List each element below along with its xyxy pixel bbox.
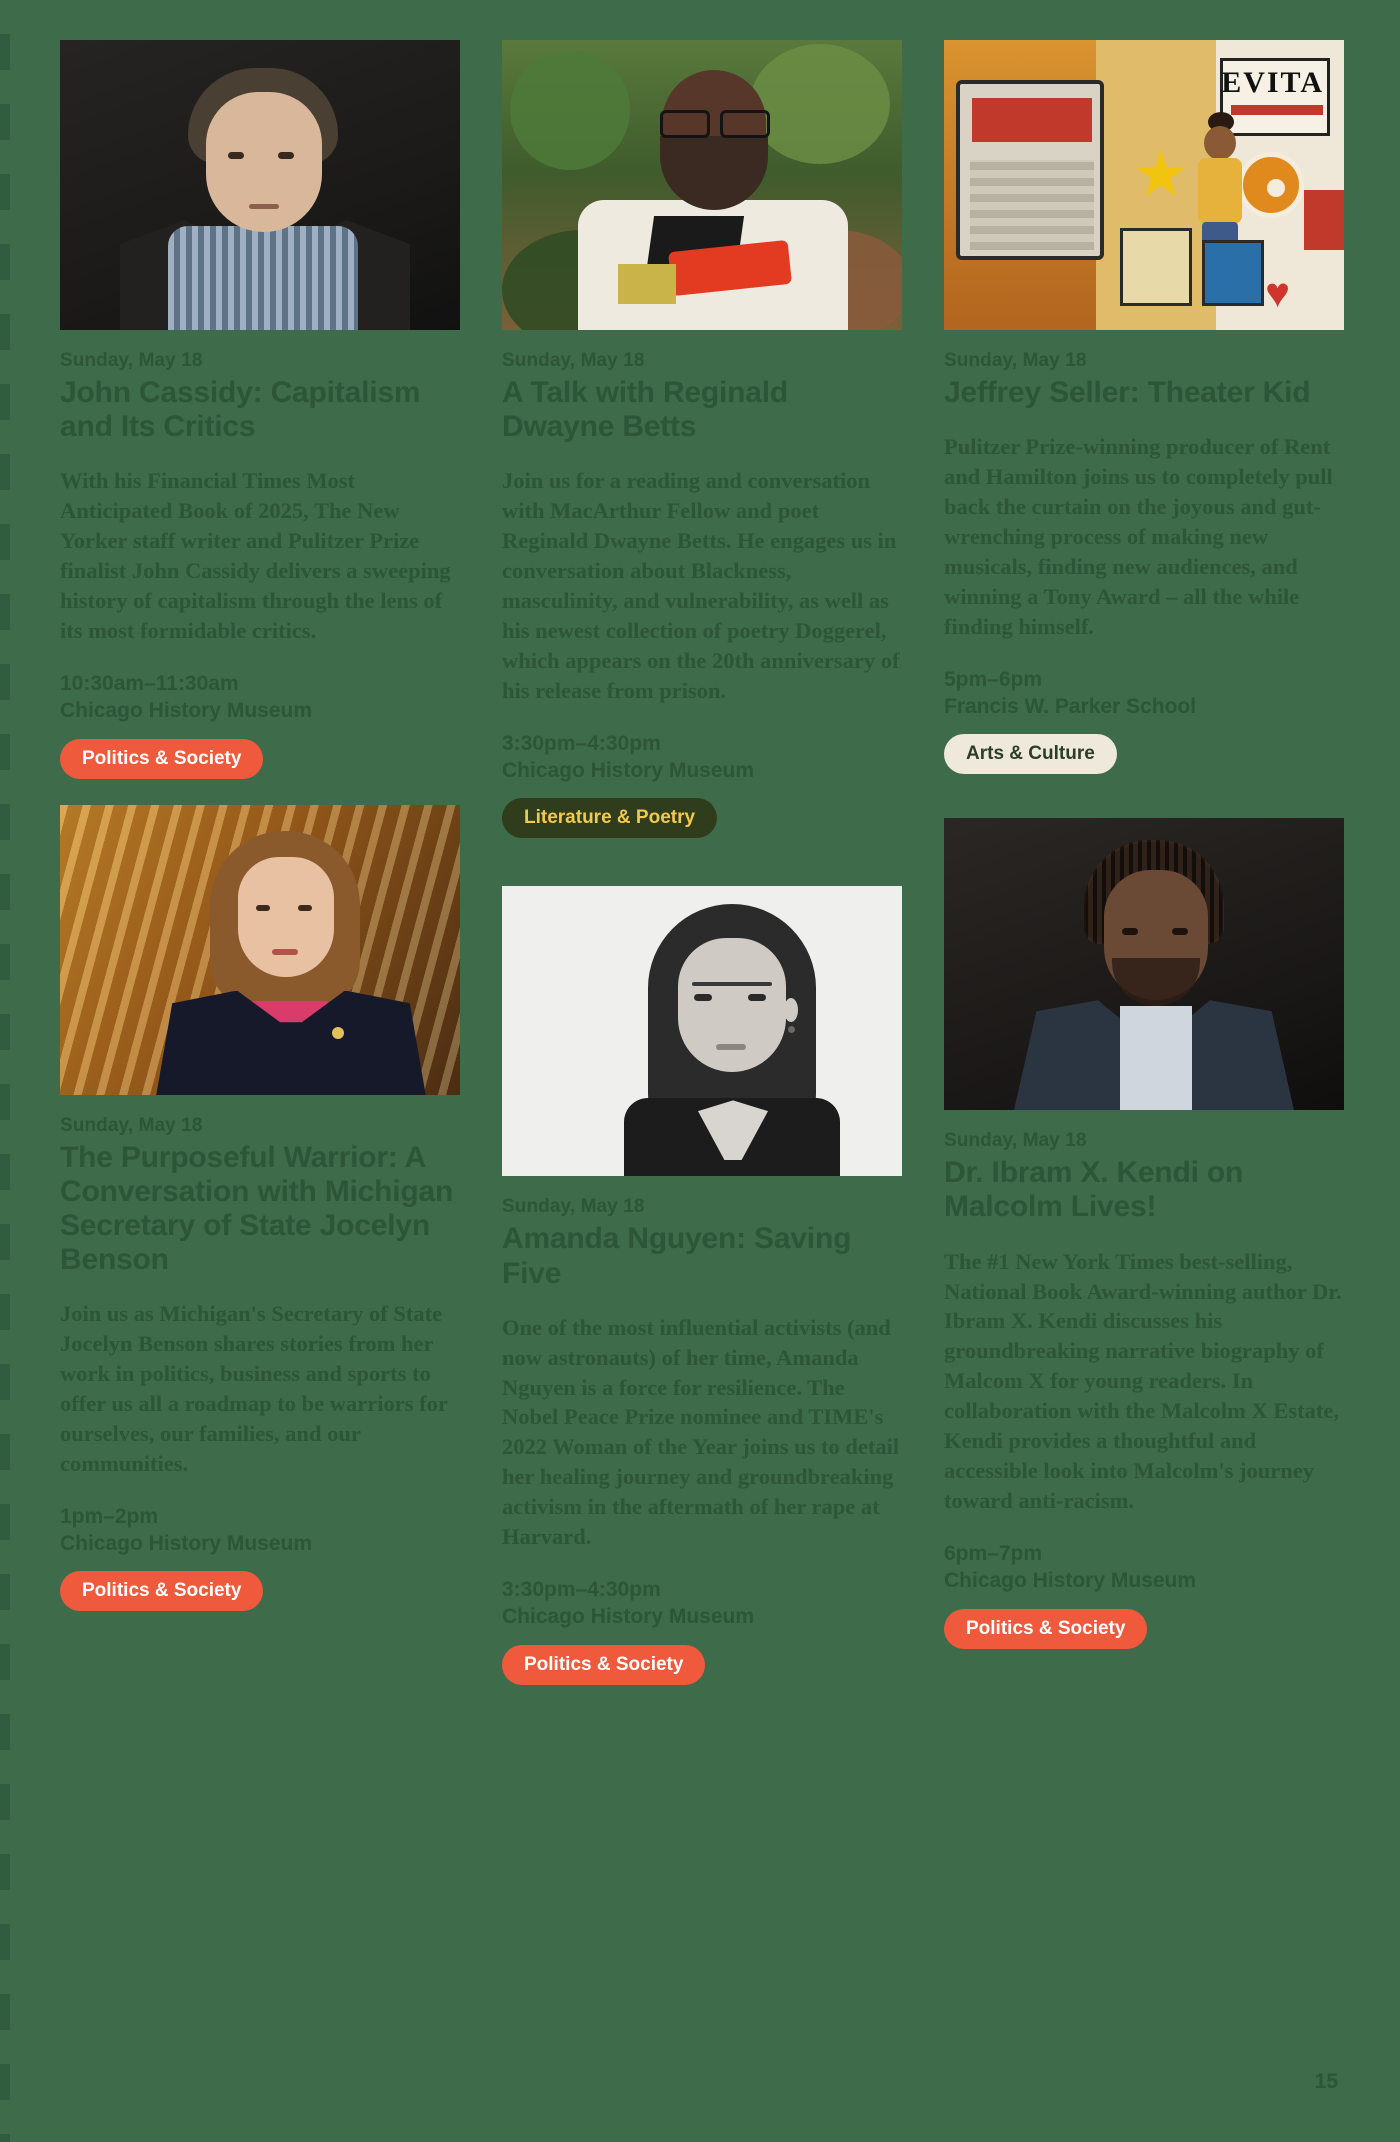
event-date: Sunday, May 18	[502, 1196, 645, 1218]
status-badge-literature-poetry[interactable]: Literature & Poetry	[502, 798, 717, 838]
event-description: With his Financial Times Most Anticipated Book of 2025, The New Yorker staff writer and Pulitzer Prize finalist John Cassidy delivers a sweeping history of capitalism through the lens of its most formidable critics.	[60, 468, 451, 643]
event-venue: Chicago History Museum	[944, 1569, 1197, 1593]
event-title: Amanda Nguyen: Saving Five	[502, 1222, 852, 1290]
event-card-ibram-x-kendi[interactable]	[944, 818, 1344, 1648]
event-time: 10:30am–11:30am	[60, 671, 239, 695]
event-description: One of the most influential activists (and now astronauts) of her time, Amanda Nguyen is a force for resilience. The Nobel Peace Prize nominee and TIME's 2022 Woman of the Year joins us to detail her healing journey and groundbreaking activism in the aftermath of her rape at Harvard.	[502, 1314, 900, 1550]
event-time: 3:30pm–4:30pm	[502, 731, 661, 755]
event-grid	[60, 40, 1345, 1711]
event-card-john-cassidy[interactable]	[60, 40, 460, 779]
event-tag-wrap	[944, 734, 1344, 774]
event-title: The Purposeful Warrior: A Conversation with Michigan Secretary of State Jocelyn Benson	[60, 1140, 454, 1277]
status-badge-politics-society[interactable]: Politics & Society	[502, 1645, 705, 1685]
status-badge-arts-culture[interactable]: Arts & Culture	[944, 734, 1117, 774]
event-description: The #1 New York Times best-selling, National Book Award-winning author Dr. Ibram X. Kendi discusses his groundbreaking narrative biography of Malcom X for young readers. In collaboration with the Malcolm X Estate, Kendi provides a thoughtful and accessible look into Malcolm's journey toward anti-racism.	[944, 1248, 1342, 1513]
jocelyn-benson-portrait	[60, 805, 460, 1095]
event-column-1	[60, 40, 460, 1711]
event-tag-wrap	[502, 1645, 902, 1685]
event-date: Sunday, May 18	[60, 350, 203, 371]
event-date: Sunday, May 18	[502, 350, 645, 371]
event-title: John Cassidy: Capitalism and Its Critics	[60, 376, 421, 444]
event-time: 1pm–2pm	[60, 1504, 159, 1528]
event-tag-wrap	[502, 798, 902, 838]
amanda-nguyen-portrait	[502, 886, 902, 1176]
event-description: Join us for a reading and conversation with MacArthur Fellow and poet Reginald Dwayne Betts. He engages us in conversation about Blackness, masculinity, and vulnerability, as well as his newest collection of poetry Doggerel, which appears on the 20th anniversary of his release from prison.	[502, 468, 900, 703]
event-time: 5pm–6pm	[944, 667, 1043, 691]
event-card-jocelyn-benson[interactable]	[60, 805, 460, 1612]
event-venue: Chicago History Museum	[60, 1532, 313, 1556]
status-badge-politics-society[interactable]: Politics & Society	[944, 1609, 1147, 1649]
event-venue: Chicago History Museum	[502, 759, 755, 783]
event-title: Dr. Ibram X. Kendi on Malcolm Lives!	[944, 1156, 1244, 1224]
event-title: A Talk with Reginald Dwayne Betts	[502, 376, 789, 444]
event-venue: Francis W. Parker School	[944, 694, 1197, 718]
status-badge-politics-society[interactable]: Politics & Society	[60, 1571, 263, 1611]
event-card-amanda-nguyen[interactable]	[502, 886, 902, 1684]
event-description: Join us as Michigan's Secretary of State Jocelyn Benson shares stories from her work in politics, business and sports to offer us all a roadmap to be warriors for ourselves, our families, and our communities.	[60, 1301, 448, 1476]
ibram-x-kendi-portrait	[944, 818, 1344, 1110]
event-time: 3:30pm–4:30pm	[502, 1578, 661, 1602]
event-tag-wrap	[944, 1609, 1344, 1649]
theater-kid-book-illustration: EVITA ★ ♥	[944, 40, 1344, 330]
john-cassidy-portrait	[60, 40, 460, 330]
event-date: Sunday, May 18	[944, 1130, 1087, 1152]
page-edge-marks	[0, 0, 10, 2142]
event-tag-wrap	[60, 1571, 460, 1611]
event-card-jeffrey-seller[interactable]	[944, 40, 1344, 774]
event-venue: Chicago History Museum	[502, 1605, 755, 1629]
event-title: Jeffrey Seller: Theater Kid	[944, 376, 1311, 409]
reginald-dwayne-betts-portrait	[502, 40, 902, 330]
event-description: Pulitzer Prize-winning producer of Rent and Hamilton joins us to completely pull back the curtain on the joyous and gut-wrenching process of making new musicals, finding new audiences, and winning a Tony Award – all the while finding himself.	[944, 434, 1333, 639]
event-venue: Chicago History Museum	[60, 699, 313, 723]
event-tag-wrap	[60, 739, 460, 779]
event-date: Sunday, May 18	[944, 350, 1087, 371]
event-date: Sunday, May 18	[60, 1114, 203, 1136]
event-time: 6pm–7pm	[944, 1541, 1043, 1565]
status-badge-politics-society[interactable]: Politics & Society	[60, 739, 263, 779]
event-column-3	[944, 40, 1344, 1711]
event-column-2	[502, 40, 902, 1711]
event-card-reginald-dwayne-betts[interactable]	[502, 40, 902, 838]
page-number: 15	[1314, 2070, 1338, 2093]
